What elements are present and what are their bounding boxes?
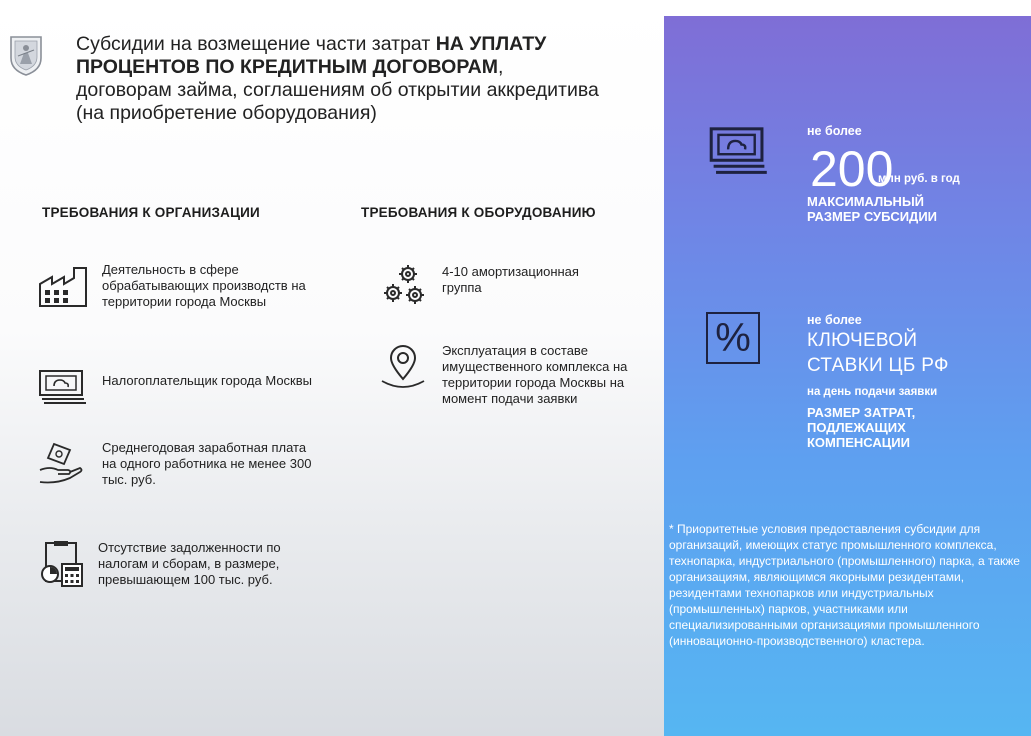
priority-footnote: * Приоритетные условия предоставления субсидии для организаций, имеющих статус промышленного комплекса, технопарка, индустриального (промышленного) парка, а также организациям, являющимся якорными резидентами, резидентами технопарков или индустриальных (промышленных) парков, участниками или специализированными организациями промышленного (инновационно-производственного) кластера. xyxy=(669,522,1020,648)
requirement-text: Налогоплательщик города Москвы xyxy=(102,373,312,388)
requirement-text: Среднегодовая заработная плата на одного работника не менее 300 тыс. руб. xyxy=(102,440,312,487)
org-requirements-heading: ТРЕБОВАНИЯ К ОРГАНИЗАЦИИ xyxy=(42,205,260,220)
money-icon xyxy=(36,365,90,413)
gears-icon xyxy=(374,262,432,310)
list-item xyxy=(36,365,336,413)
requirement-text: Отсутствие задолженности по налогам и сборам, в размере, превышающем 100 тыс. руб. xyxy=(98,540,281,587)
list-item xyxy=(374,343,654,407)
page-title: Субсидии на возмещение части затрат НА УПЛАТУ ПРОЦЕНТОВ ПО КРЕДИТНЫМ ДОГОВОРАМ, договорам займа, соглашениям об открытии аккредитива (на приобретение оборудования) xyxy=(76,33,599,124)
equipment-requirements-heading: ТРЕБОВАНИЯ К ОБОРУДОВАНИЮ xyxy=(361,205,596,220)
money-icon xyxy=(706,124,772,182)
max-subsidy-unit: млн руб. в год xyxy=(878,173,960,185)
info-panel xyxy=(664,16,1031,736)
calculator-icon xyxy=(36,540,90,588)
list-item xyxy=(36,262,336,310)
factory-icon xyxy=(36,262,90,310)
rate-value: КЛЮЧЕВОЙ СТАВКИ ЦБ РФ xyxy=(807,330,949,376)
max-subsidy-prefix: не более xyxy=(807,124,862,138)
percent-icon: % xyxy=(706,312,760,364)
max-subsidy-caption: МАКСИМАЛЬНЫЙ РАЗМЕР СУБСИДИИ xyxy=(807,194,937,224)
requirement-text: Деятельность в сфере обрабатывающих производств на территории города Москвы xyxy=(102,262,306,309)
list-item xyxy=(36,540,336,588)
rate-date-note: на день подачи заявки xyxy=(807,386,938,398)
moscow-emblem-icon xyxy=(7,34,45,76)
rate-caption: РАЗМЕР ЗАТРАТ, ПОДЛЕЖАЩИХ КОМПЕНСАЦИИ xyxy=(807,405,916,450)
list-item xyxy=(36,440,336,488)
requirement-text: Эксплуатация в составе имущественного комплекса на территории города Москвы на момент подачи заявки xyxy=(442,343,628,406)
hand-money-icon xyxy=(36,440,90,488)
requirement-text: 4-10 амортизационная группа xyxy=(442,264,579,295)
rate-prefix: не более xyxy=(807,313,862,327)
location-pin-icon xyxy=(374,343,432,391)
list-item xyxy=(374,262,654,310)
max-subsidy-amount: 200 xyxy=(810,141,894,197)
